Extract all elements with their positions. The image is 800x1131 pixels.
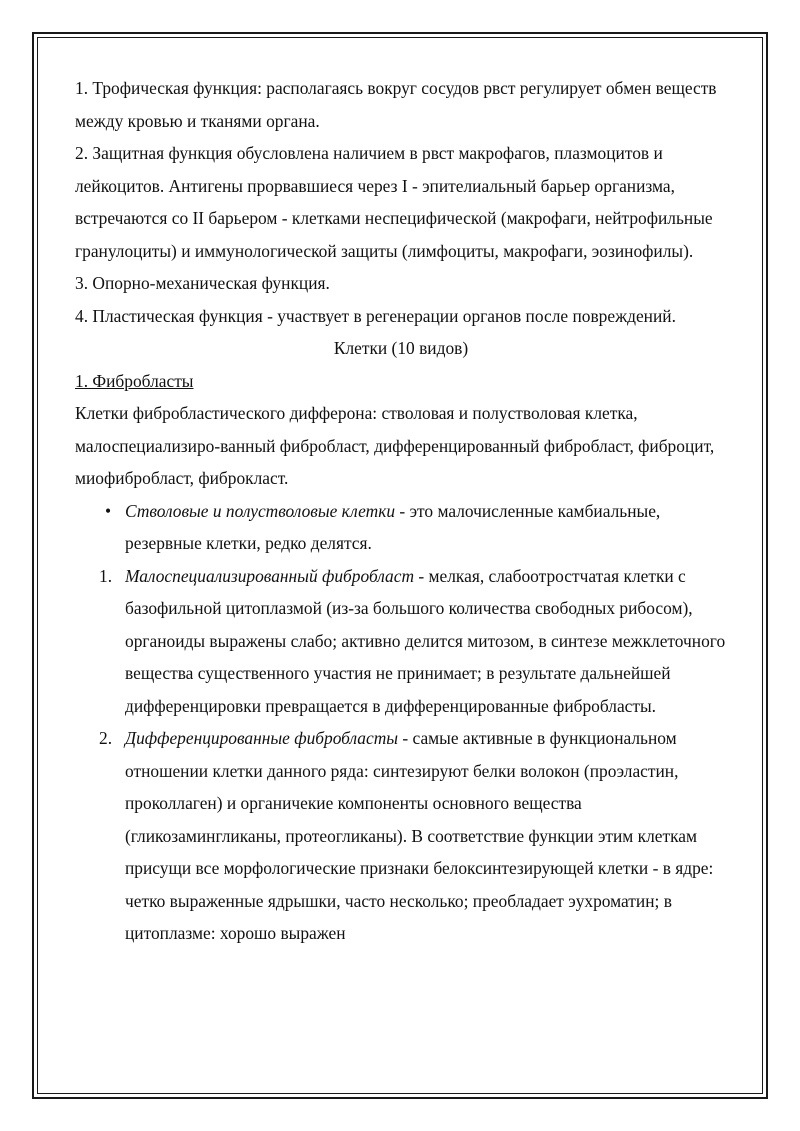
item-term: Стволовые и полустволовые клетки	[125, 500, 396, 521]
document-body	[75, 72, 727, 950]
paragraph-trophic-function: 1. Трофическая функция: располагаясь вокруг сосудов рвст регулирует обмен веществ между кровью и тканями органа.	[75, 78, 717, 131]
bullet-marker: •	[105, 500, 112, 521]
paragraph-mechanical-function: 3. Опорно-механическая функция.	[75, 273, 330, 293]
number-marker: 2.	[99, 728, 113, 748]
subheading-fibroblasts	[75, 365, 727, 398]
section-title: Клетки (10 видов)	[333, 338, 469, 358]
paragraph-plastic-function: 4. Пластическая функция - участвует в регенерации органов после повреждений.	[75, 305, 676, 326]
item-text: - мелкая, слабоотростчатая клетки с базофильной цитоплазмой (из-за большого количества свободных рибосом), органоиды выражены слабо; активно делится митозом, в синтезе межклеточного вещества существенного участия не принимает; в результате дальнейшей дифференцировки превращается в дифференцированные фибробласты.	[125, 565, 726, 716]
paragraph-protective-function: 2. Защитная функция обусловлена наличием в рвст макрофагов, плазмоцитов и лейкоцитов. Антигены прорвавшиеся через I - эпителиальный барьер организма, встречаются со II барьером - клетками неспецифической (макрофаги, нейтрофильные гранулоциты) и иммунологической защиты (лимфоциты, макрофаги, эозинофилы).	[75, 143, 713, 261]
intro-paragraph: Клетки фибробластического дифферона: стволовая и полустволовая клетка, малоспециализиро-ванный фибробласт, дифференцированный фибробласт, фиброцит, миофибробласт, фиброкласт.	[75, 403, 715, 488]
number-marker: 1.	[99, 565, 113, 586]
item-term: Дифференцированные фибробласты	[125, 728, 399, 748]
bullet-list	[75, 495, 727, 560]
numbered-list	[75, 560, 727, 950]
subheading-fibroblasts-text: 1. Фибробласты	[75, 370, 194, 391]
item-text: - самые активные в функциональном отношении клетки данного ряда: синтезируют белки волокон (проэластин, проколлаген) и органичекие компоненты основного вещества (гликозамингликаны, протеогликаны). В соответствие функции этим клеткам присущи все морфологические признаки белоксинтезирующей клетки - в ядре: четко выраженные ядрышки, часто несколько; преобладает эухроматин; в цитоплазме: хорошо выражен	[125, 728, 714, 943]
list-item	[75, 495, 727, 560]
list-item	[75, 560, 727, 723]
item-text: - это малочисленные камбиальные, резервные клетки, редко делятся.	[125, 500, 661, 553]
list-item	[75, 722, 727, 950]
item-term: Малоспециализированный фибробласт	[125, 565, 415, 586]
